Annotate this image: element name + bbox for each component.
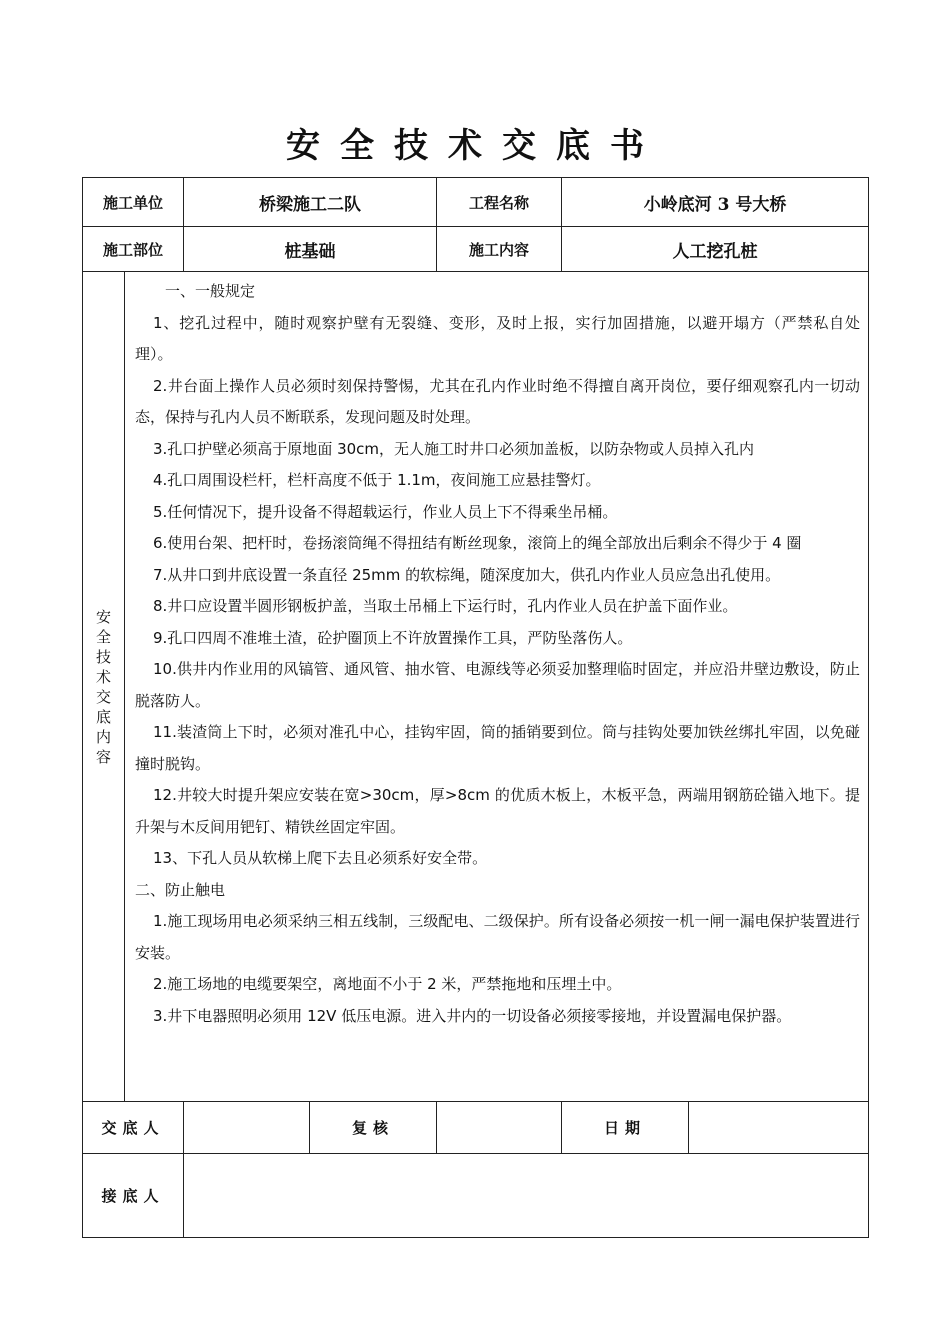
list-item: 2.井台面上操作人员必须时刻保持警惕，尤其在孔内作业时绝不得擅自离开岗位，要仔细观察孔内一切动态，保持与孔内人员不断联系，发现问题及时处理。 [135,376,861,426]
receiver-label: 接底人 [83,1154,184,1238]
list-item: 3.井下电器照明必须用 12V 低压电源。进入井内的一切设备必须接零接地，并设置漏电保护器。 [153,1006,792,1025]
section-heading: 二、防止触电 [135,880,226,899]
list-item: 2.施工场地的电缆要架空，离地面不小于 2 米，严禁拖地和压埋土中。 [153,975,622,993]
list-item: 9.孔口四周不准堆土渣，砼护圈顶上不许放置操作工具，严防坠落伤人。 [153,628,633,647]
review-label: 复核 [310,1102,437,1154]
part-value: 桩基础 [184,227,437,272]
side-label: 安 全 技 术 交 底 内 容 [83,272,125,1102]
unit-label: 施工单位 [83,178,184,227]
document-title: 安全技术交底书 [286,126,664,166]
receiver-field[interactable] [184,1154,869,1238]
list-item: 13、下孔人员从软梯上爬下去且必须系好安全带。 [153,849,488,867]
discloser-label: 交底人 [83,1102,184,1154]
date-field[interactable] [689,1102,869,1154]
list-item: 6.使用台架、把杆时，卷扬滚筒绳不得扭结有断丝现象，滚筒上的绳全部放出后剩余不得少于 4 圈 [153,534,802,552]
list-item: 10.供井内作业用的风镐管、通风管、抽水管、电源线等必须妥加整理临时固定，并应沿井壁边敷设，防止脱落防人。 [135,660,861,710]
section-heading: 一、一般规定 [165,282,256,300]
discloser-field[interactable] [184,1102,310,1154]
content-label: 施工内容 [437,227,562,272]
list-item: 12.井较大时提升架应安装在宽>30cm，厚>8cm 的优质木板上，木板平急，两端用钢筋砼锚入地下。提升架与木反间用钯钉、精铁丝固定牢固。 [135,786,861,836]
list-item: 7.从井口到井底设置一条直径 25mm 的软棕绳，随深度加大，供孔内作业人员应急出孔使用。 [153,565,781,584]
project-label: 工程名称 [437,178,562,227]
list-item: 3.孔口护壁必须高于原地面 30cm，无人施工时井口必须加盖板，以防杂物或人员掉入孔内 [153,439,755,458]
list-item: 5.任何情况下，提升设备不得超载运行，作业人员上下不得乘坐吊桶。 [153,502,618,521]
unit-value: 桥梁施工二队 [184,178,437,227]
list-item: 8.井口应设置半圆形钢板护盖，当取土吊桶上下运行时，孔内作业人员在护盖下面作业。 [153,597,738,615]
list-item: 1、挖孔过程中，随时观察护壁有无裂缝、变形，及时上报，实行加固措施，以避开塌方（严禁私自处理）。 [135,313,861,363]
list-item: 11.装渣筒上下时，必须对准孔中心，挂钩牢固，筒的插销要到位。筒与挂钩处要加铁丝绑扎牢固，以免碰撞时脱钩。 [135,723,861,773]
project-value: 小岭底河 3 号大桥 [562,178,869,227]
list-item: 1.施工现场用电必须采纳三相五线制，三级配电、二级保护。所有设备必须按一机一闸一漏电保护装置进行安装。 [135,912,861,962]
disclosure-table [82,177,869,1238]
list-item: 4.孔口周围设栏杆，栏杆高度不低于 1.1m，夜间施工应悬挂警灯。 [153,471,601,489]
disclosure-content [125,272,869,1102]
part-label: 施工部位 [83,227,184,272]
content-value: 人工挖孔桩 [562,227,869,272]
date-label: 日期 [562,1102,689,1154]
review-field[interactable] [437,1102,562,1154]
